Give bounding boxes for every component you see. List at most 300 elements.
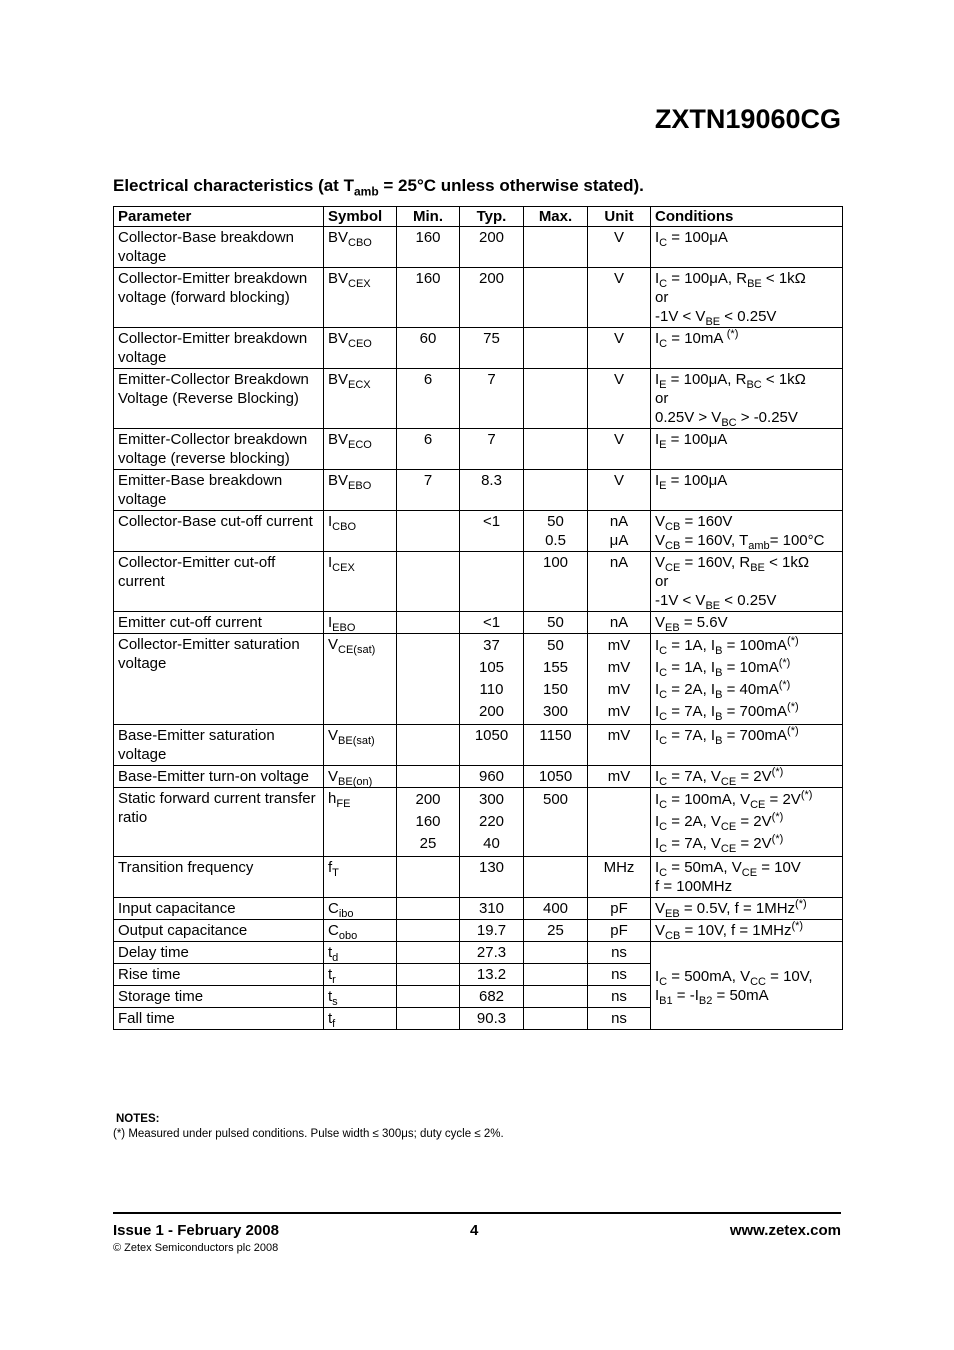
condition-segment: E (659, 480, 667, 492)
condition-segment: (*) (795, 898, 807, 910)
cell-max (524, 766, 588, 788)
condition-segment: CC (750, 975, 766, 988)
cell-unit (588, 766, 651, 788)
symbol-base: BV (328, 431, 349, 448)
condition-segment: B1 (659, 994, 673, 1007)
symbol-subscript: BE(on) (338, 776, 373, 788)
condition-line (655, 591, 838, 610)
cell-unit (588, 328, 651, 369)
cell-typ (460, 898, 524, 920)
condition-segment: = 100μA (666, 431, 728, 448)
cell-min (397, 634, 460, 725)
condition-line (655, 329, 838, 348)
condition-segment: = 1A, I (667, 637, 716, 654)
unit-value: mV (607, 681, 631, 698)
unit-value: mV (607, 768, 631, 785)
unit-value: ns (611, 1010, 627, 1027)
condition-segment: C (659, 843, 668, 855)
typ-value: 90.3 (476, 1010, 507, 1027)
symbol-base: t (328, 1010, 333, 1027)
cell-symbol (324, 986, 397, 1008)
symbol-base: I (328, 513, 333, 530)
cell-unit (588, 227, 651, 268)
condition-segment: (*) (778, 657, 791, 669)
symbol-base: BV (328, 472, 349, 489)
condition-segment: = 7A, V (667, 768, 721, 785)
condition-segment: B (715, 645, 723, 657)
table-body (114, 227, 843, 1030)
condition-segment: = 2V (765, 791, 801, 808)
unit-value: nA (609, 554, 629, 571)
typ-value: 130 (478, 859, 505, 876)
cell-typ (460, 634, 524, 725)
typ-value: 40 (483, 835, 500, 852)
unit-value: pF (610, 922, 628, 939)
condition-segment: = 100μA (667, 229, 728, 246)
condition-segment: = 100mA, V (667, 791, 751, 808)
condition-segment: C (659, 821, 668, 833)
cell-symbol (324, 1008, 397, 1030)
condition-segment: (*) (726, 328, 739, 340)
cell-parameter: Base-Emitter turn-on voltage (114, 766, 324, 788)
typ-value: 960 (478, 768, 505, 785)
condition-segment: or (655, 289, 669, 306)
max-value: 155 (542, 659, 569, 676)
symbol-base: BV (328, 270, 349, 287)
symbol-base: I (328, 614, 333, 631)
table-row (114, 634, 843, 725)
cell-min (397, 1008, 460, 1030)
table-row (114, 470, 843, 511)
condition-segment: CE (720, 843, 737, 855)
typ-value: 19.7 (476, 922, 507, 939)
unit-value: ns (611, 944, 627, 961)
condition-line (655, 553, 838, 572)
condition-line (655, 531, 838, 550)
table-row (114, 429, 843, 470)
cell-typ (460, 964, 524, 986)
condition-line (655, 370, 838, 389)
condition-segment: (*) (771, 766, 784, 778)
cell-symbol (324, 964, 397, 986)
cell-min (397, 986, 460, 1008)
condition-segment: EB (665, 908, 680, 920)
cell-min (397, 429, 460, 470)
condition-segment: = 10V (757, 859, 801, 876)
section-title-sub: amb (353, 184, 379, 199)
condition-segment: C (659, 711, 668, 723)
max-value: 25 (547, 922, 564, 939)
cell-conditions (651, 788, 843, 857)
symbol-base: C (328, 900, 339, 917)
condition-segment: (*) (800, 789, 813, 801)
table-row (114, 920, 843, 942)
cell-min (397, 788, 460, 857)
condition-line (655, 288, 838, 307)
condition-segment: or (655, 390, 669, 407)
min-value: 6 (423, 371, 433, 388)
cell-symbol (324, 725, 397, 766)
unit-value: mV (607, 727, 631, 744)
cell-typ (460, 328, 524, 369)
condition-segment: I (655, 270, 660, 287)
cell-typ (460, 612, 524, 634)
cell-symbol (324, 429, 397, 470)
condition-line (655, 726, 838, 745)
cell-parameter: Base-Emitter saturation voltage (114, 725, 324, 766)
table-row (114, 788, 843, 857)
header-typ: Typ. (460, 207, 524, 227)
cell-max (524, 429, 588, 470)
symbol-base: V (328, 727, 339, 744)
condition-segment: = 100μA (666, 472, 728, 489)
condition-segment: I (655, 472, 660, 489)
condition-segment: BE (705, 600, 721, 612)
condition-segment: C (659, 237, 668, 249)
condition-line (655, 635, 838, 657)
cell-max (524, 725, 588, 766)
cell-conditions (651, 227, 843, 268)
unit-value: ns (611, 988, 627, 1005)
cell-parameter: Collector-Base breakdown voltage (114, 227, 324, 268)
section-title (113, 176, 644, 198)
condition-segment: = 2A, I (667, 681, 716, 698)
cell-parameter: Emitter-Collector breakdown voltage (reverse blocking) (114, 429, 324, 470)
condition-segment: < 1kΩ (764, 554, 810, 571)
cell-parameter: Input capacitance (114, 898, 324, 920)
symbol-subscript: s (332, 996, 338, 1008)
condition-segment: = 0.5V, f = 1MHz (679, 900, 796, 917)
condition-segment: I (655, 859, 660, 876)
cell-symbol (324, 898, 397, 920)
condition-segment: I (655, 371, 660, 388)
condition-segment: = 160V, R (680, 554, 751, 571)
table-row (114, 268, 843, 328)
typ-value: 220 (478, 813, 505, 830)
condition-segment: V (655, 532, 666, 549)
condition-segment: CE (750, 799, 766, 811)
condition-line (655, 858, 838, 877)
cell-max (524, 511, 588, 552)
symbol-base: t (328, 944, 333, 961)
condition-segment: -1V < V (655, 308, 706, 325)
condition-segment: E (659, 379, 667, 391)
condition-segment: C (659, 689, 668, 701)
symbol-base: f (328, 859, 333, 876)
cell-unit (588, 552, 651, 612)
symbol-base: t (328, 966, 333, 983)
condition-segment: C (659, 338, 668, 350)
cell-parameter: Collector-Emitter cut-off current (114, 552, 324, 612)
footer-website: www.zetex.com (729, 1222, 841, 1239)
cell-unit (588, 857, 651, 898)
typ-value: 105 (478, 659, 505, 676)
condition-segment: (*) (771, 811, 784, 823)
cell-min (397, 942, 460, 964)
header-unit: Unit (588, 207, 651, 227)
cell-symbol (324, 552, 397, 612)
condition-segment: BE (750, 562, 765, 574)
table-row (114, 766, 843, 788)
cell-parameter: Rise time (114, 964, 324, 986)
cell-conditions (651, 725, 843, 766)
table-row (114, 511, 843, 552)
cell-unit (588, 429, 651, 470)
unit-value: pF (610, 900, 628, 917)
cell-min (397, 766, 460, 788)
header-max: Max. (524, 207, 588, 227)
cell-unit (588, 634, 651, 725)
max-value: 500 (542, 791, 569, 808)
condition-segment: (*) (778, 679, 791, 691)
condition-segment: I (655, 967, 660, 985)
notes (113, 1112, 504, 1142)
cell-max (524, 986, 588, 1008)
table-row (114, 725, 843, 766)
condition-segment: BE (705, 316, 721, 328)
condition-segment: CE (720, 821, 737, 833)
cell-typ (460, 429, 524, 470)
table-header-row (114, 207, 843, 227)
unit-value: V (613, 431, 624, 448)
condition-segment: = 2V (736, 835, 772, 852)
footer-rule (113, 1212, 841, 1214)
condition-segment: CB (665, 930, 681, 942)
condition-segment: B2 (698, 994, 713, 1007)
condition-line (655, 430, 838, 449)
symbol-base: BV (328, 371, 349, 388)
symbol-subscript: EBO (332, 622, 356, 634)
condition-segment: V (655, 614, 666, 631)
cell-unit (588, 470, 651, 511)
condition-line (655, 389, 838, 408)
cell-conditions (651, 857, 843, 898)
condition-segment: I (655, 681, 660, 698)
cell-min (397, 725, 460, 766)
cell-min (397, 511, 460, 552)
cell-parameter: Emitter-Collector Breakdown Voltage (Reverse Blocking) (114, 369, 324, 429)
condition-line (655, 767, 838, 786)
cell-parameter: Storage time (114, 986, 324, 1008)
cell-symbol (324, 328, 397, 369)
unit-value: nA (609, 614, 629, 631)
cell-max (524, 634, 588, 725)
symbol-subscript: CEX (332, 562, 355, 574)
condition-segment: I (655, 431, 660, 448)
table-row (114, 227, 843, 268)
cell-symbol (324, 227, 397, 268)
condition-segment: B (715, 711, 723, 723)
condition-segment: C (659, 667, 668, 679)
min-value: 200 (415, 791, 441, 808)
cell-max (524, 470, 588, 511)
max-value: 1050 (538, 768, 573, 785)
condition-segment: BC (721, 417, 737, 429)
typ-value: 310 (478, 900, 505, 917)
condition-segment: I (655, 791, 660, 808)
condition-segment: V (655, 922, 666, 939)
condition-line (655, 811, 838, 833)
cell-parameter: Fall time (114, 1008, 324, 1030)
cell-parameter: Collector-Emitter saturation voltage (114, 634, 324, 725)
unit-value: V (613, 229, 624, 246)
symbol-subscript: FE (336, 798, 351, 810)
cell-typ (460, 511, 524, 552)
condition-segment: I (655, 330, 660, 347)
cell-conditions (651, 429, 843, 470)
cell-unit (588, 898, 651, 920)
cell-typ (460, 942, 524, 964)
cell-parameter: Collector-Emitter breakdown voltage (114, 328, 324, 369)
symbol-base: t (328, 988, 333, 1005)
cell-symbol (324, 634, 397, 725)
max-value: 50 (547, 513, 564, 530)
max-value: 0.5 (545, 532, 566, 549)
cell-typ (460, 725, 524, 766)
condition-segment: = 5.6V (679, 614, 728, 631)
condition-line (655, 701, 838, 723)
cell-conditions (651, 942, 843, 1030)
cell-symbol (324, 511, 397, 552)
cell-min (397, 857, 460, 898)
condition-segment: CB (665, 540, 681, 552)
cell-min (397, 552, 460, 612)
cell-parameter: Collector-Emitter breakdown voltage (forward blocking) (114, 268, 324, 328)
min-value: 6 (423, 431, 433, 448)
symbol-subscript: CEX (348, 278, 371, 290)
condition-segment: I (655, 637, 660, 654)
condition-segment: I (655, 659, 660, 676)
condition-segment: = 10V, f = 1MHz (680, 922, 792, 939)
typ-value: 682 (478, 988, 505, 1005)
condition-segment: C (659, 278, 668, 290)
condition-line (655, 269, 838, 288)
header-min: Min. (397, 207, 460, 227)
cell-min (397, 920, 460, 942)
max-value: 1150 (539, 727, 572, 744)
condition-segment: (*) (787, 701, 799, 713)
unit-value: V (613, 371, 624, 388)
cell-unit (588, 725, 651, 766)
min-value: 160 (415, 813, 441, 830)
cell-symbol (324, 920, 397, 942)
condition-segment: = 1A, I (667, 659, 716, 676)
cell-typ (460, 369, 524, 429)
cell-conditions (651, 898, 843, 920)
cell-max (524, 612, 588, 634)
cell-typ (460, 1008, 524, 1030)
cell-conditions (651, 920, 843, 942)
typ-value: 1050 (474, 727, 509, 744)
condition-segment: = 100μA, R (667, 270, 748, 287)
cell-min (397, 328, 460, 369)
table-row (114, 898, 843, 920)
condition-segment: V (655, 513, 666, 530)
cell-symbol (324, 268, 397, 328)
condition-segment: < 0.25V (720, 308, 777, 325)
condition-segment: = 40mA (722, 681, 779, 698)
condition-segment: = 50mA (712, 986, 769, 1004)
condition-segment: C (659, 799, 668, 811)
condition-segment: (*) (787, 635, 799, 647)
cell-unit (588, 268, 651, 328)
condition-line (655, 307, 838, 326)
typ-value: 37 (483, 637, 500, 654)
condition-segment: C (659, 975, 668, 988)
unit-value: mV (607, 659, 631, 676)
cell-max (524, 1008, 588, 1030)
footer-copyright: © Zetex Semiconductors plc 2008 (113, 1242, 279, 1254)
min-value: 25 (419, 835, 437, 852)
footer-page-number: 4 (470, 1222, 479, 1239)
cell-parameter: Emitter cut-off current (114, 612, 324, 634)
cell-min (397, 612, 460, 634)
symbol-subscript: f (332, 1018, 336, 1030)
table-row (114, 857, 843, 898)
condition-segment: V (655, 554, 666, 571)
max-value: 150 (542, 681, 569, 698)
cell-max (524, 227, 588, 268)
condition-segment: I (655, 835, 660, 852)
condition-line (655, 471, 838, 490)
cell-conditions (651, 511, 843, 552)
cell-typ (460, 857, 524, 898)
cell-symbol (324, 470, 397, 511)
condition-line (655, 572, 838, 591)
cell-unit (588, 1008, 651, 1030)
symbol-base: BV (328, 330, 349, 347)
condition-segment: (*) (791, 920, 804, 932)
condition-line (655, 899, 838, 918)
max-value: 50 (547, 614, 564, 631)
electrical-characteristics-table (113, 206, 843, 1030)
min-value: 7 (423, 472, 433, 489)
condition-segment: = 2A, V (667, 813, 721, 830)
condition-segment: = 100μA, R (666, 371, 747, 388)
cell-unit (588, 942, 651, 964)
condition-segment: or (655, 573, 669, 590)
condition-segment: = 10mA (667, 330, 727, 347)
condition-segment: CE (720, 776, 737, 788)
unit-value: V (613, 472, 624, 489)
cell-symbol (324, 369, 397, 429)
cell-unit (588, 920, 651, 942)
cell-min (397, 268, 460, 328)
condition-segment: < 0.25V (720, 592, 777, 609)
condition-segment: E (659, 439, 667, 451)
symbol-base: V (328, 636, 339, 653)
condition-segment: I (655, 768, 660, 785)
condition-segment: > -0.25V (736, 409, 798, 426)
notes-text: (*) Measured under pulsed conditions. Pulse width ≤ 300μs; duty cycle ≤ 2%. (113, 1128, 504, 1140)
cell-conditions (651, 470, 843, 511)
cell-typ (460, 470, 524, 511)
condition-segment: I (655, 813, 660, 830)
cell-parameter: Static forward current transfer ratio (114, 788, 324, 857)
cell-parameter: Output capacitance (114, 920, 324, 942)
symbol-subscript: BE(sat) (338, 735, 375, 747)
unit-value: μA (609, 532, 629, 549)
cell-max (524, 964, 588, 986)
min-value: 60 (419, 330, 437, 347)
symbol-base: C (328, 922, 339, 939)
cell-unit (588, 369, 651, 429)
cell-max (524, 268, 588, 328)
unit-value: V (613, 270, 624, 287)
typ-value: 7 (487, 431, 496, 448)
condition-segment: = 10V, (765, 967, 813, 985)
typ-value: <1 (482, 614, 501, 631)
